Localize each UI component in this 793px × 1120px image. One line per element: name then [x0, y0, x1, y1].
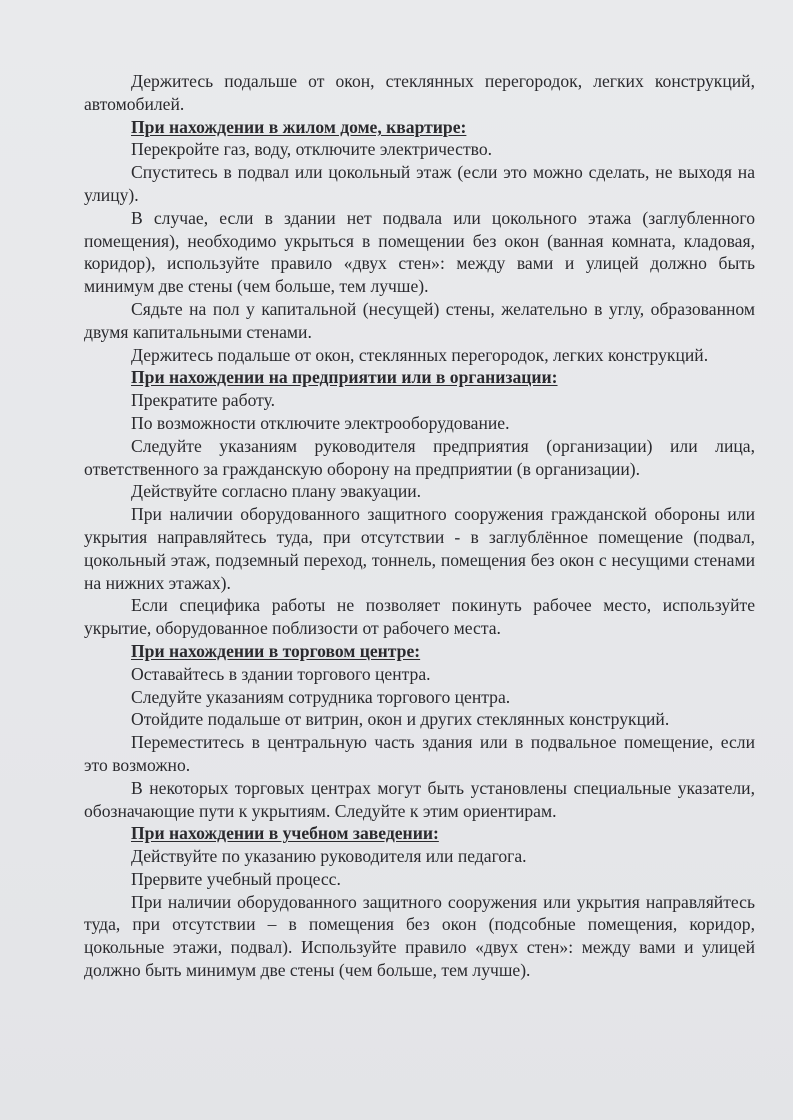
section-residence: [84, 70, 755, 366]
paragraph: Спуститесь в подвал или цокольный этаж (если это можно сделать, не выходя на улицу).: [84, 162, 755, 205]
paragraph: Держитесь подальше от окон, стеклянных перегородок, легких конструкций.: [131, 344, 709, 365]
section-enterprise: [84, 366, 755, 640]
section-mall: [84, 640, 755, 822]
paragraph: Отойдите подальше от витрин, окон и других стеклянных конструкций.: [131, 709, 670, 730]
paragraph: Действуйте согласно плану эвакуации.: [131, 481, 422, 502]
section-heading: При нахождении в жилом доме, квартире:: [131, 116, 467, 137]
section-heading: При нахождении в учебном заведении:: [131, 823, 439, 844]
paragraph: Держитесь подальше от окон, стеклянных перегородок, легких конструкций, автомобилей.: [84, 71, 755, 114]
paragraph: Перекройте газ, воду, отключите электричество.: [131, 139, 493, 160]
paragraph: Следуйте указаниям сотрудника торгового центра.: [131, 686, 511, 707]
paragraph: Если специфика работы не позволяет покинуть рабочее место, используйте укрытие, оборудованное поблизости от рабочего места.: [84, 595, 755, 639]
paragraph: Прекратите работу.: [131, 390, 276, 411]
section-heading: При нахождении на предприятии или в организации:: [131, 367, 558, 388]
paragraph: По возможности отключите электрооборудование.: [131, 412, 510, 433]
paragraph: В случае, если в здании нет подвала или цокольного этажа (заглубленного помещения), необходимо укрыться в помещении без окон (ванная комната, кладовая, коридор), используйте правило «двух стен»: между вами и улицей должно быть минимум две стены (чем больше, тем лучше).: [84, 207, 755, 297]
paragraph: Прервите учебный процесс.: [131, 868, 341, 889]
paragraph: При наличии оборудованного защитного сооружения гражданской обороны или укрытия направляйтесь туда, при отсутствии - в заглублённое помещение (подвал, цокольный этаж, подземный переход, тоннель, помещения без окон с несущими стенами на нижних этажах).: [84, 504, 755, 593]
paragraph: Действуйте по указанию руководителя или педагога.: [131, 846, 527, 867]
paragraph: Следуйте указаниям руководителя предприятия (организации) или лица, ответственного за гражданскую оборону на предприятии (в организации).: [84, 435, 755, 479]
paragraph: При наличии оборудованного защитного сооружения или укрытия направляйтесь туда, при отсутствии – в помещения без окон (подсобные помещения, коридор, цокольные этажи, подвал). Используйте правило «двух стен»: между вами и улицей должно быть минимум две стены (чем больше, тем лучше).: [84, 891, 755, 981]
paragraph: Переместитесь в центральную часть здания или в подвальное помещение, если это возможно.: [84, 732, 755, 775]
paragraph: В некоторых торговых центрах могут быть установлены специальные указатели, обозначающие пути к укрытиям. Следуйте к этим ориентирам.: [84, 777, 755, 821]
section-school: [84, 822, 755, 982]
section-heading: При нахождении в торговом центре:: [131, 640, 421, 661]
paragraph: Оставайтесь в здании торгового центра.: [131, 663, 431, 684]
paragraph: Сядьте на пол у капитальной (несущей) стены, желательно в углу, образованном двумя капитальными стенами.: [84, 298, 755, 342]
